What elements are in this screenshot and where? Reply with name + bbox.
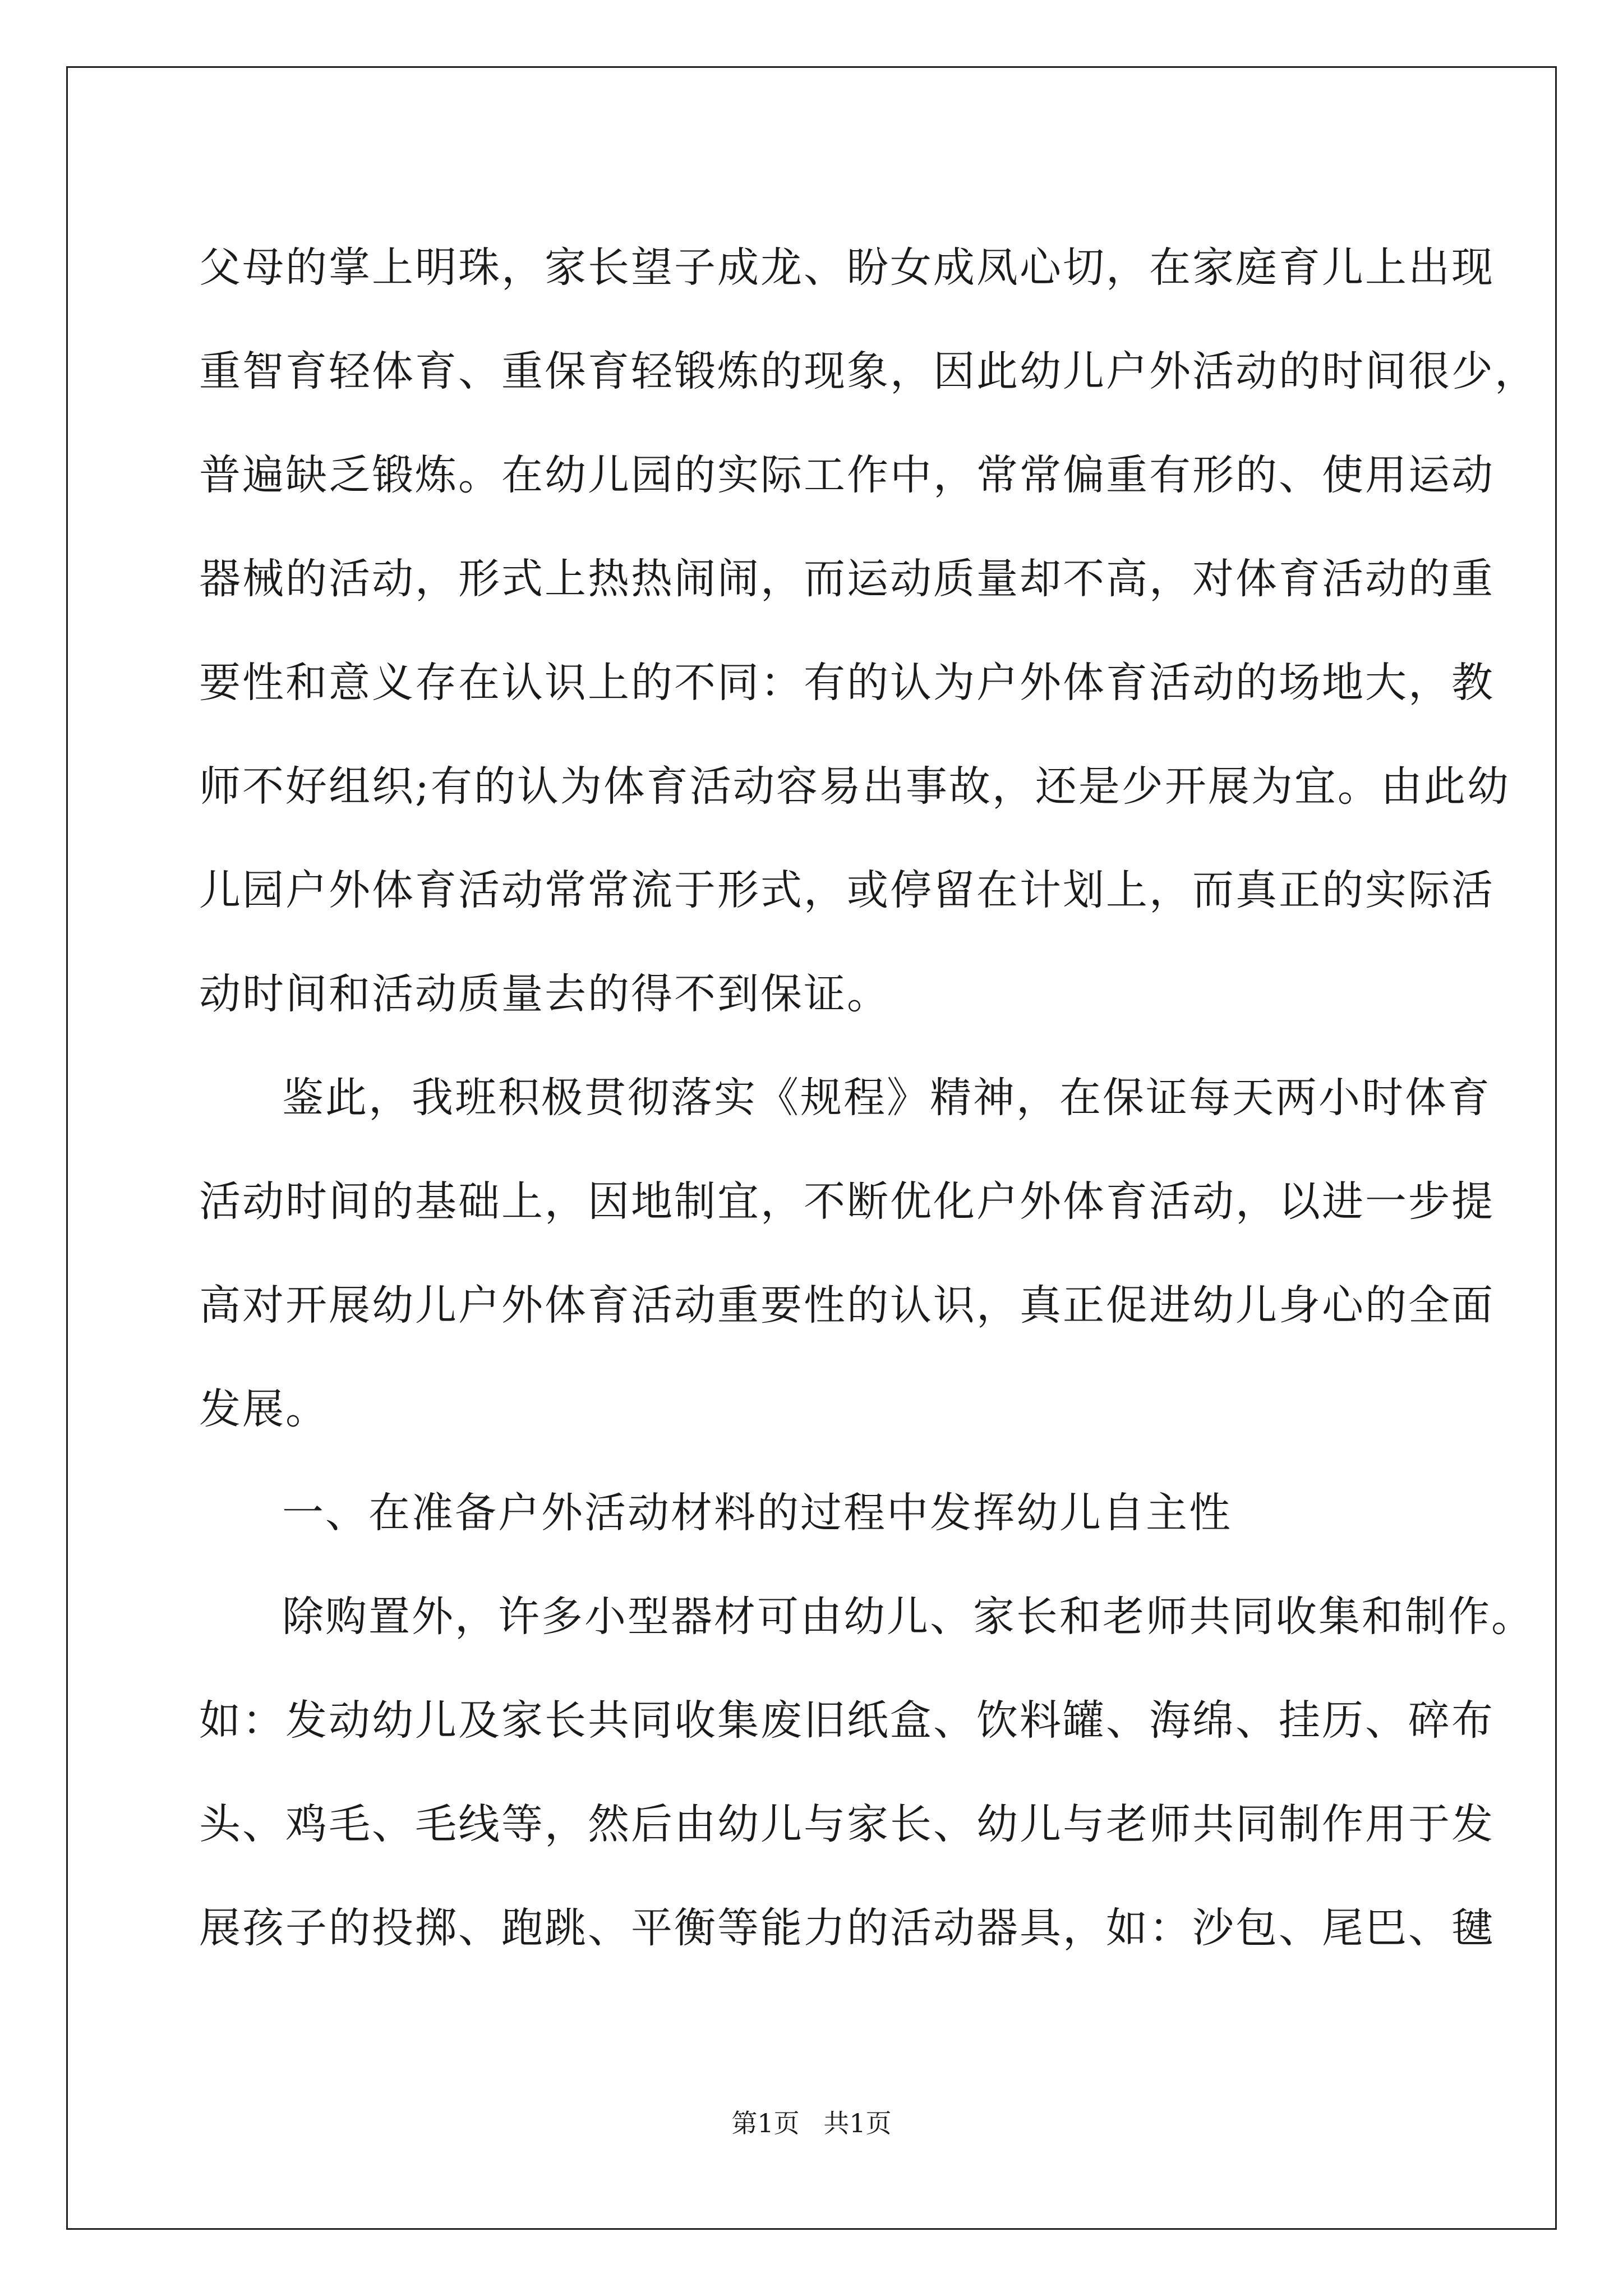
text-line: 父母的掌上明珠，家长望子成龙、盼女成凤心切，在家庭育儿上出现 [199,243,1495,292]
paragraph [199,1565,1534,1980]
text-line: 师不好组织;有的认为体育活动容易出事故，还是少开展为宜。由此幼 [199,762,1510,811]
paragraph [199,1046,1495,1461]
page-footer [0,2106,1623,2140]
text-line: 普遍缺乏锻炼。在幼儿园的实际工作中，常常偏重有形的、使用运动 [199,451,1495,499]
page-number: 第1页 [731,2108,800,2138]
text-line: 展孩子的投掷、跑跳、平衡等能力的活动器具，如：沙包、尾巴、毽 [199,1904,1495,1952]
paragraph [199,1461,1427,1565]
text-line: 一、在准备户外活动材料的过程中发挥幼儿自主性 [282,1489,1232,1537]
text-line: 动时间和活动质量去的得不到保证。 [199,970,890,1018]
text-line: 高对开展幼儿户外体育活动重要性的认识，真正促进幼儿身心的全面 [199,1281,1495,1329]
text-line: 如：发动幼儿及家长共同收集废旧纸盒、饮料罐、海绵、挂历、碎布 [199,1696,1495,1745]
text-line: 器械的活动，形式上热热闹闹，而运动质量却不高，对体育活动的重 [199,555,1495,603]
text-line: 头、鸡毛、毛线等，然后由幼儿与家长、幼儿与老师共同制作用于发 [199,1800,1495,1848]
text-line: 活动时间的基础上，因地制宜，不断优化户外体育活动，以进一步提 [199,1177,1495,1226]
text-line: 儿园户外体育活动常常流于形式，或停留在计划上，而真正的实际活 [199,866,1495,914]
page-total: 共1页 [823,2108,892,2138]
text-line: 发展。 [199,1385,329,1433]
document-body [199,216,1538,1980]
text-line: 重智育轻体育、重保育轻锻炼的现象，因此幼儿户外活动的时间很少， [199,347,1538,395]
paragraph [199,216,1538,1046]
text-line: 要性和意义存在认识上的不同：有的认为户外体育活动的场地大，教 [199,659,1495,707]
text-line: 除购置外，许多小型器材可由幼儿、家长和老师共同收集和制作。 [282,1593,1534,1641]
text-line: 鉴此，我班积极贯彻落实《规程》精神，在保证每天两小时体育 [282,1074,1491,1122]
